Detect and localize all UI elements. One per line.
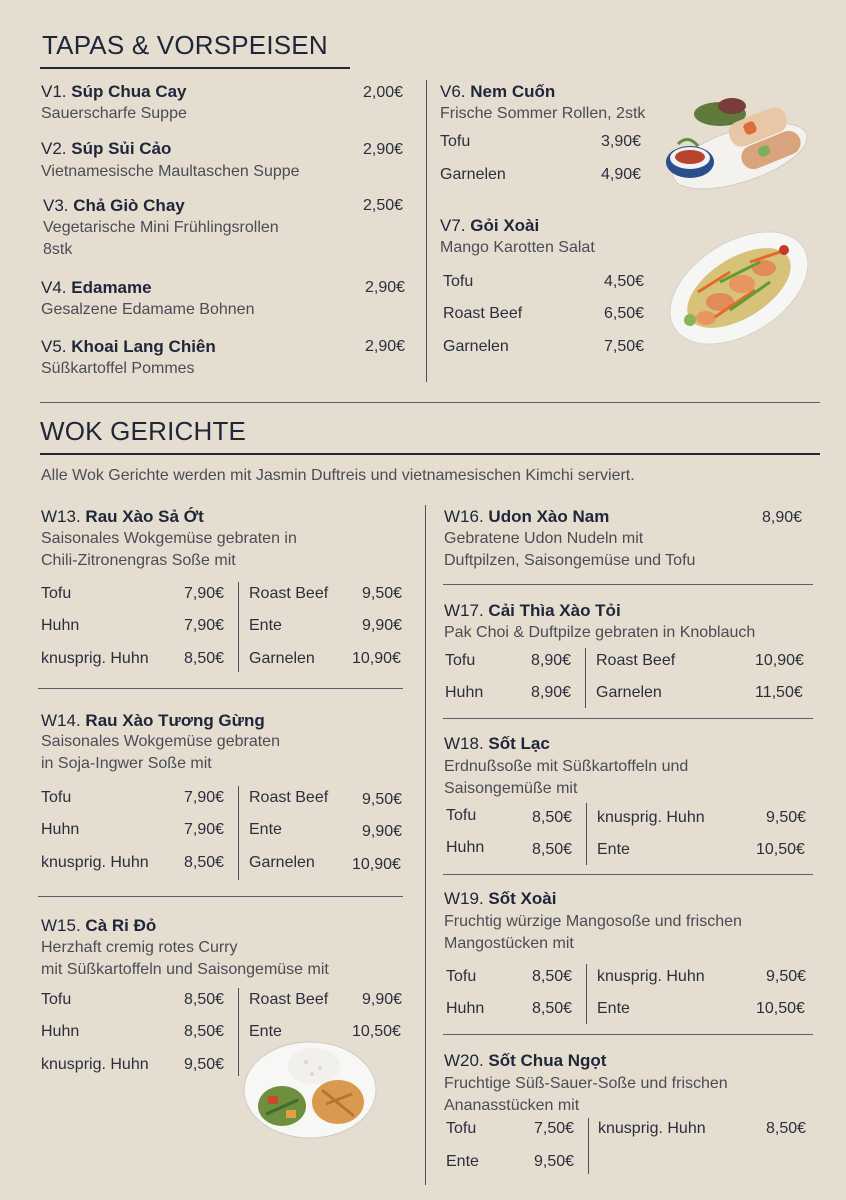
item-description: Sauerscharfe Suppe xyxy=(41,105,187,122)
item-name: Sốt Lạc xyxy=(488,734,550,753)
option-label: Roast Beef xyxy=(249,585,329,602)
option-price: 8,50€ xyxy=(532,841,573,858)
item-name: Nem Cuốn xyxy=(470,82,556,101)
item-code: V7. xyxy=(440,216,466,235)
item-description: Erdnußsoße mit Süßkartoffeln und xyxy=(444,758,689,775)
item-code: W19. xyxy=(444,889,484,908)
option-price: 8,50€ xyxy=(532,968,573,985)
item-description: Fruchtig würzige Mangosoße und frischen xyxy=(444,913,742,930)
option-price: 8,50€ xyxy=(532,809,573,826)
option-price: 10,50€ xyxy=(352,1023,401,1040)
item-divider xyxy=(443,1034,813,1035)
option-divider xyxy=(238,582,239,672)
option-label: Roast Beef xyxy=(596,652,676,669)
option-label: knusprig. Huhn xyxy=(597,968,705,985)
item-code: V4. xyxy=(41,278,67,297)
option-price: 8,90€ xyxy=(531,652,572,669)
item-description: Saisonales Wokgemüse gebraten in xyxy=(41,530,297,547)
option-label: Garnelen xyxy=(596,684,662,701)
option-price: 7,50€ xyxy=(604,338,645,355)
option-label: Garnelen xyxy=(249,650,315,667)
tapas-title: TAPAS & VORSPEISEN xyxy=(42,30,328,60)
option-price: 9,90€ xyxy=(362,823,403,840)
item-divider xyxy=(443,584,813,585)
option-price: 7,90€ xyxy=(184,789,225,806)
option-price: 9,50€ xyxy=(766,809,807,826)
item-price: 2,90€ xyxy=(365,338,406,355)
item-code: V5. xyxy=(41,337,67,356)
item-code: W14. xyxy=(41,711,81,730)
wok-intro: Alle Wok Gerichte werden mit Jasmin Duftreis und vietnamesischen Kimchi serviert. xyxy=(41,467,635,484)
option-price: 8,90€ xyxy=(531,684,572,701)
menu-item-v2 xyxy=(41,139,171,159)
option-price: 4,50€ xyxy=(604,273,645,290)
curry-dish-photo xyxy=(242,1040,378,1140)
option-label: knusprig. Huhn xyxy=(41,854,149,871)
item-code: W20. xyxy=(444,1051,484,1070)
tapas-title-underline xyxy=(40,67,350,69)
option-label: Ente xyxy=(597,841,630,858)
item-name: Rau Xào Sả Ớt xyxy=(85,507,204,526)
option-price: 9,50€ xyxy=(534,1153,575,1170)
option-divider xyxy=(588,1118,589,1174)
item-description: Süßkartoffel Pommes xyxy=(41,360,195,377)
option-label: Huhn xyxy=(445,684,484,701)
item-price: 8,90€ xyxy=(762,509,803,526)
item-code: W15. xyxy=(41,916,81,935)
item-name: Edamame xyxy=(71,278,152,297)
option-label: knusprig. Huhn xyxy=(598,1120,706,1137)
item-price: 2,90€ xyxy=(365,279,406,296)
item-name: Cải Thìa Xào Tỏi xyxy=(488,601,621,620)
item-name: Khoai Lang Chiên xyxy=(71,337,216,356)
item-code: V6. xyxy=(440,82,466,101)
menu-item-w19 xyxy=(444,889,556,909)
item-description: Gesalzene Edamame Bohnen xyxy=(41,301,255,318)
item-name: Sốt Xoài xyxy=(488,889,557,908)
item-description: Herzhaft cremig rotes Curry xyxy=(41,939,238,956)
menu-item-v3 xyxy=(43,196,185,216)
option-price: 9,50€ xyxy=(362,585,403,602)
option-divider xyxy=(585,648,586,708)
option-price: 9,50€ xyxy=(766,968,807,985)
item-price: 2,50€ xyxy=(363,197,404,214)
menu-item-w16 xyxy=(444,507,609,527)
item-code: V2. xyxy=(41,139,67,158)
item-description: Saisonales Wokgemüse gebraten xyxy=(41,733,280,750)
option-price: 8,50€ xyxy=(184,1023,225,1040)
option-label: Huhn xyxy=(41,617,80,634)
option-label: Garnelen xyxy=(440,166,506,183)
option-label: Tofu xyxy=(445,652,476,669)
option-label: Tofu xyxy=(41,991,72,1008)
item-description: Vegetarische Mini Frühlingsrollen xyxy=(43,219,279,236)
option-label: Roast Beef xyxy=(249,789,329,806)
item-code: W18. xyxy=(444,734,484,753)
item-code: W17. xyxy=(444,601,484,620)
option-price: 9,50€ xyxy=(362,791,403,808)
option-price: 7,90€ xyxy=(184,821,225,838)
menu-item-v7 xyxy=(440,216,539,236)
item-code: W13. xyxy=(41,507,81,526)
option-label: Ente xyxy=(446,1153,479,1170)
item-description: Pak Choi & Duftpilze gebraten in Knoblauch xyxy=(444,624,756,641)
item-name: Súp Sủi Cảo xyxy=(71,139,172,158)
option-label: Tofu xyxy=(446,968,477,985)
column-divider xyxy=(425,505,426,1185)
menu-item-v6 xyxy=(440,82,555,102)
option-label: Ente xyxy=(597,1000,630,1017)
option-price: 8,50€ xyxy=(184,650,225,667)
item-name: Cà Ri Đỏ xyxy=(85,916,157,935)
option-price: 9,50€ xyxy=(184,1056,225,1073)
item-code: W16. xyxy=(444,507,484,526)
wok-title: WOK GERICHTE xyxy=(40,416,247,446)
option-label: knusprig. Huhn xyxy=(597,809,705,826)
menu-item-w17 xyxy=(444,601,621,621)
option-divider xyxy=(238,988,239,1076)
item-code: V1. xyxy=(41,82,67,101)
option-divider xyxy=(586,803,587,865)
option-label: Tofu xyxy=(443,273,474,290)
option-label: knusprig. Huhn xyxy=(41,650,149,667)
option-price: 6,50€ xyxy=(604,305,645,322)
option-label: Ente xyxy=(249,617,282,634)
option-price: 10,50€ xyxy=(756,1000,805,1017)
option-price: 10,50€ xyxy=(756,841,805,858)
option-label: Tofu xyxy=(446,807,477,824)
option-price: 7,90€ xyxy=(184,617,225,634)
item-description-line2: Chili-Zitronengras Soße mit xyxy=(41,552,236,569)
option-price: 4,90€ xyxy=(601,166,642,183)
option-price: 11,50€ xyxy=(755,684,803,701)
option-label: Tofu xyxy=(440,133,471,150)
menu-item-w18 xyxy=(444,734,550,754)
option-label: Huhn xyxy=(41,821,80,838)
item-name: Súp Chua Cay xyxy=(71,82,187,101)
option-price: 8,50€ xyxy=(766,1120,807,1137)
option-label: Garnelen xyxy=(443,338,509,355)
option-price: 8,50€ xyxy=(184,991,225,1008)
option-label: Huhn xyxy=(446,839,485,856)
item-description-line2: Saisongemüße mit xyxy=(444,780,578,797)
option-label: Ente xyxy=(249,821,282,838)
option-price: 8,50€ xyxy=(532,1000,573,1017)
item-code: V3. xyxy=(43,196,69,215)
option-label: knusprig. Huhn xyxy=(41,1056,149,1073)
option-label: Garnelen xyxy=(249,854,315,871)
option-label: Ente xyxy=(249,1023,282,1040)
item-description-line2: mit Süßkartoffeln und Saisongemüse mit xyxy=(41,961,329,978)
option-label: Huhn xyxy=(41,1023,80,1040)
option-price: 10,90€ xyxy=(352,856,401,873)
item-description: Frische Sommer Rollen, 2stk xyxy=(440,105,646,122)
option-divider xyxy=(586,964,587,1024)
column-divider xyxy=(426,80,427,382)
item-divider xyxy=(443,874,813,875)
menu-item-w20 xyxy=(444,1051,606,1071)
item-description: Mango Karotten Salat xyxy=(440,239,595,256)
option-price: 7,90€ xyxy=(184,585,225,602)
item-description-line2: Ananasstücken mit xyxy=(444,1097,580,1114)
option-price: 9,90€ xyxy=(362,991,403,1008)
menu-item-w13 xyxy=(41,507,204,527)
option-price: 7,50€ xyxy=(534,1120,575,1137)
item-name: Udon Xào Nam xyxy=(488,507,610,526)
option-label: Tofu xyxy=(446,1120,477,1137)
option-price: 10,90€ xyxy=(352,650,401,667)
item-name: Gỏi Xoài xyxy=(470,216,540,235)
option-divider xyxy=(238,786,239,880)
item-description: Vietnamesische Maultaschen Suppe xyxy=(41,163,300,180)
item-price: 2,90€ xyxy=(363,141,404,158)
item-description: Fruchtige Süß-Sauer-Soße und frischen xyxy=(444,1075,728,1092)
menu-item-v4 xyxy=(41,278,152,298)
option-label: Roast Beef xyxy=(443,305,523,322)
menu-item-v1 xyxy=(41,82,187,102)
wok-title-underline xyxy=(40,453,820,455)
option-price: 10,90€ xyxy=(755,652,804,669)
mango-salad-photo xyxy=(660,222,818,354)
item-description-line2: Duftpilzen, Saisongemüse und Tofu xyxy=(444,552,696,569)
menu-item-w15 xyxy=(41,916,156,936)
item-description-line2: Mangostücken mit xyxy=(444,935,574,952)
option-price: 3,90€ xyxy=(601,133,642,150)
item-name: Sốt Chua Ngọt xyxy=(488,1051,607,1070)
menu-item-w14 xyxy=(41,711,265,731)
option-price: 8,50€ xyxy=(184,854,225,871)
item-name: Rau Xào Tương Gừng xyxy=(85,711,265,730)
menu-item-v5 xyxy=(41,337,216,357)
option-label: Tofu xyxy=(41,789,72,806)
item-divider xyxy=(38,688,403,689)
option-label: Huhn xyxy=(446,1000,485,1017)
item-name: Chả Giò Chay xyxy=(73,196,185,215)
summer-rolls-photo xyxy=(648,94,814,196)
item-description-line2: 8stk xyxy=(43,241,73,258)
item-divider xyxy=(443,718,813,719)
item-price: 2,00€ xyxy=(363,84,404,101)
section-divider xyxy=(40,402,820,403)
item-description: Gebratene Udon Nudeln mit xyxy=(444,530,644,547)
item-divider xyxy=(38,896,403,897)
option-label: Roast Beef xyxy=(249,991,329,1008)
item-description-line2: in Soja-Ingwer Soße mit xyxy=(41,755,212,772)
option-label: Tofu xyxy=(41,585,72,602)
option-price: 9,90€ xyxy=(362,617,403,634)
